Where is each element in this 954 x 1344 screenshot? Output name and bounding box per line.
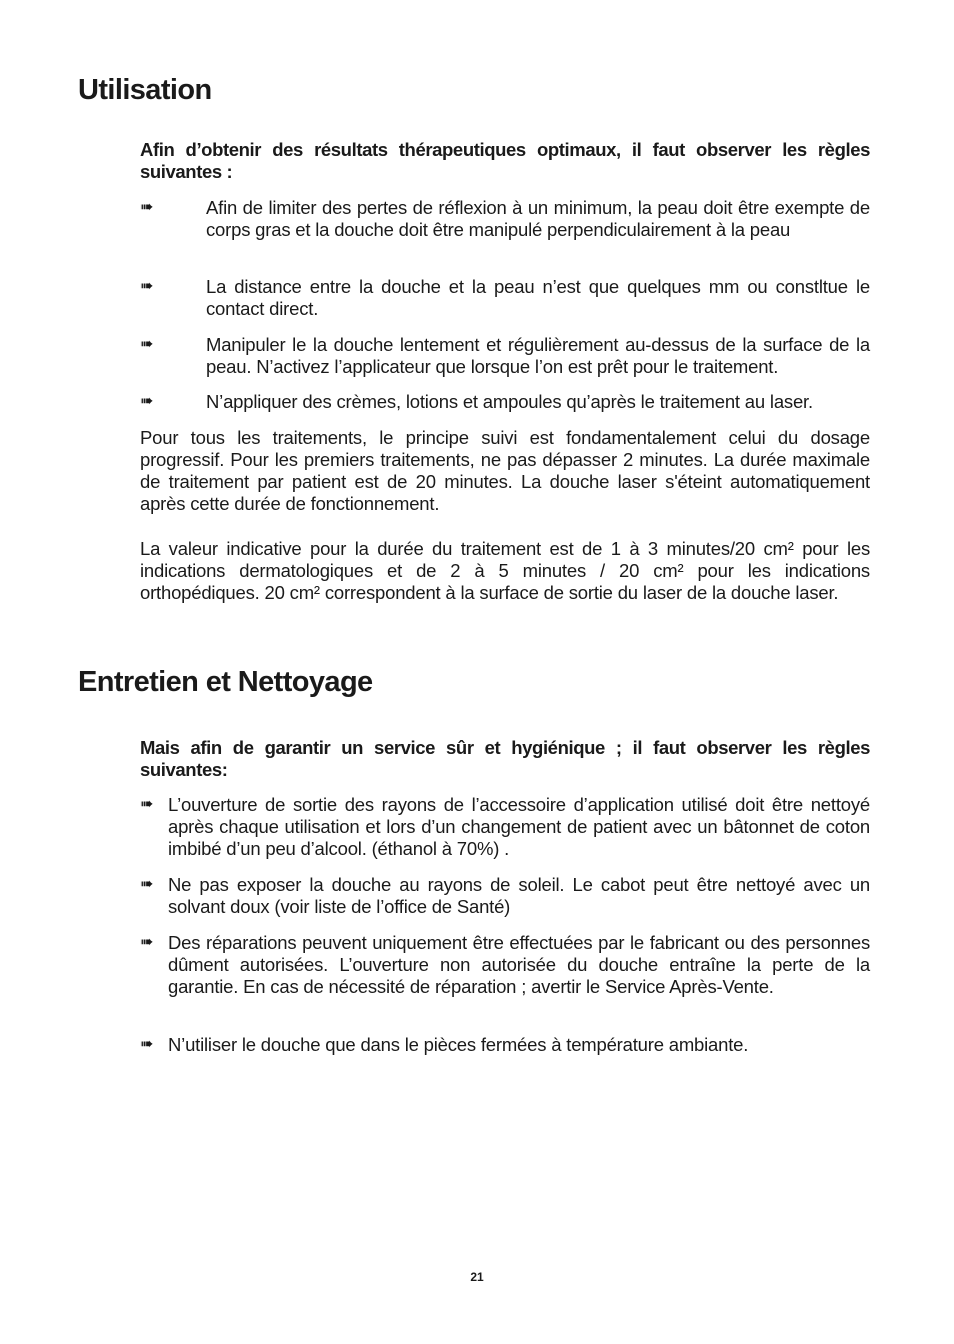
arrow-bullet-icon: ➠ bbox=[140, 934, 154, 951]
section-heading-entretien: Entretien et Nettoyage bbox=[78, 666, 373, 698]
section-heading-utilisation: Utilisation bbox=[78, 74, 212, 106]
list-item bbox=[140, 1034, 870, 1056]
arrow-bullet-icon: ➠ bbox=[140, 796, 154, 813]
arrow-bullet-icon: ➠ bbox=[140, 876, 154, 893]
paragraph-dosage: Pour tous les traitements, le principe suivi est fondamentalement celui du dosage progressif. Pour les premiers traitements, ne pas dépasser 2 minutes. La durée maximale de traitement par patient est de 20 minutes. La douche laser s'éteint automatiquement après cette durée de fonctionnement. bbox=[140, 427, 870, 514]
arrow-bullet-icon: ➠ bbox=[140, 199, 154, 216]
list-item bbox=[140, 932, 870, 998]
list-item-text: La distance entre la douche et la peau n’est que quelques mm ou constltue le contact direct. bbox=[206, 276, 870, 319]
list-item bbox=[140, 334, 870, 378]
section-intro-entretien: Mais afin de garantir un service sûr et hygiénique ; il faut observer les règles suivantes: bbox=[140, 737, 870, 780]
list-item-text: Des réparations peuvent uniquement être effectuées par le fabricant ou des personnes dûment autorisées. L’ouverture non autorisée du douche entraîne la perte de la garantie. En cas de nécessité de réparation ; avertir le Service Après-Vente. bbox=[168, 932, 870, 997]
list-item bbox=[140, 276, 870, 320]
arrow-bullet-icon: ➠ bbox=[140, 278, 154, 295]
list-item bbox=[140, 197, 870, 241]
list-item-text: Manipuler le la douche lentement et régulièrement au-dessus de la surface de la peau. N’activez l’applicateur que lorsque l’on est prêt pour le traitement. bbox=[206, 334, 870, 377]
list-item-text: Afin de limiter des pertes de réflexion à un minimum, la peau doit être exempte de corps gras et la douche doit être manipulé perpendiculairement à la peau bbox=[206, 197, 870, 240]
page-number: 21 bbox=[470, 1270, 484, 1284]
list-item-text: N’appliquer des crèmes, lotions et ampoules qu’après le traitement au laser. bbox=[206, 391, 813, 412]
list-item-text: N’utiliser le douche que dans le pièces fermées à température ambiante. bbox=[168, 1034, 749, 1055]
section-intro-utilisation: Afin d’obtenir des résultats thérapeutiques optimaux, il faut observer les règles suivantes : bbox=[140, 139, 870, 182]
list-item bbox=[140, 874, 870, 918]
paragraph-duration: La valeur indicative pour la durée du traitement est de 1 à 3 minutes/20 cm² pour les indications dermatologiques et de 2 à 5 minutes / 20 cm² pour les indications orthopédiques. 20 cm² correspondent à la surface de sortie du laser de la douche laser. bbox=[140, 538, 870, 603]
list-item-text: Ne pas exposer la douche au rayons de soleil. Le cabot peut être nettoyé avec un solvant doux (voir liste de l’office de Santé) bbox=[168, 874, 870, 917]
list-item bbox=[140, 794, 870, 860]
arrow-bullet-icon: ➠ bbox=[140, 1036, 154, 1053]
arrow-bullet-icon: ➠ bbox=[140, 393, 154, 410]
arrow-bullet-icon: ➠ bbox=[140, 336, 154, 353]
list-item bbox=[140, 391, 870, 413]
list-item-text: L’ouverture de sortie des rayons de l’accessoire d’application utilisé doit être nettoyé après chaque utilisation et lors d’un changement de patient avec un bâtonnet de coton imbibé d’un peu d’alcool. (éthanol à 70%) . bbox=[168, 794, 870, 859]
